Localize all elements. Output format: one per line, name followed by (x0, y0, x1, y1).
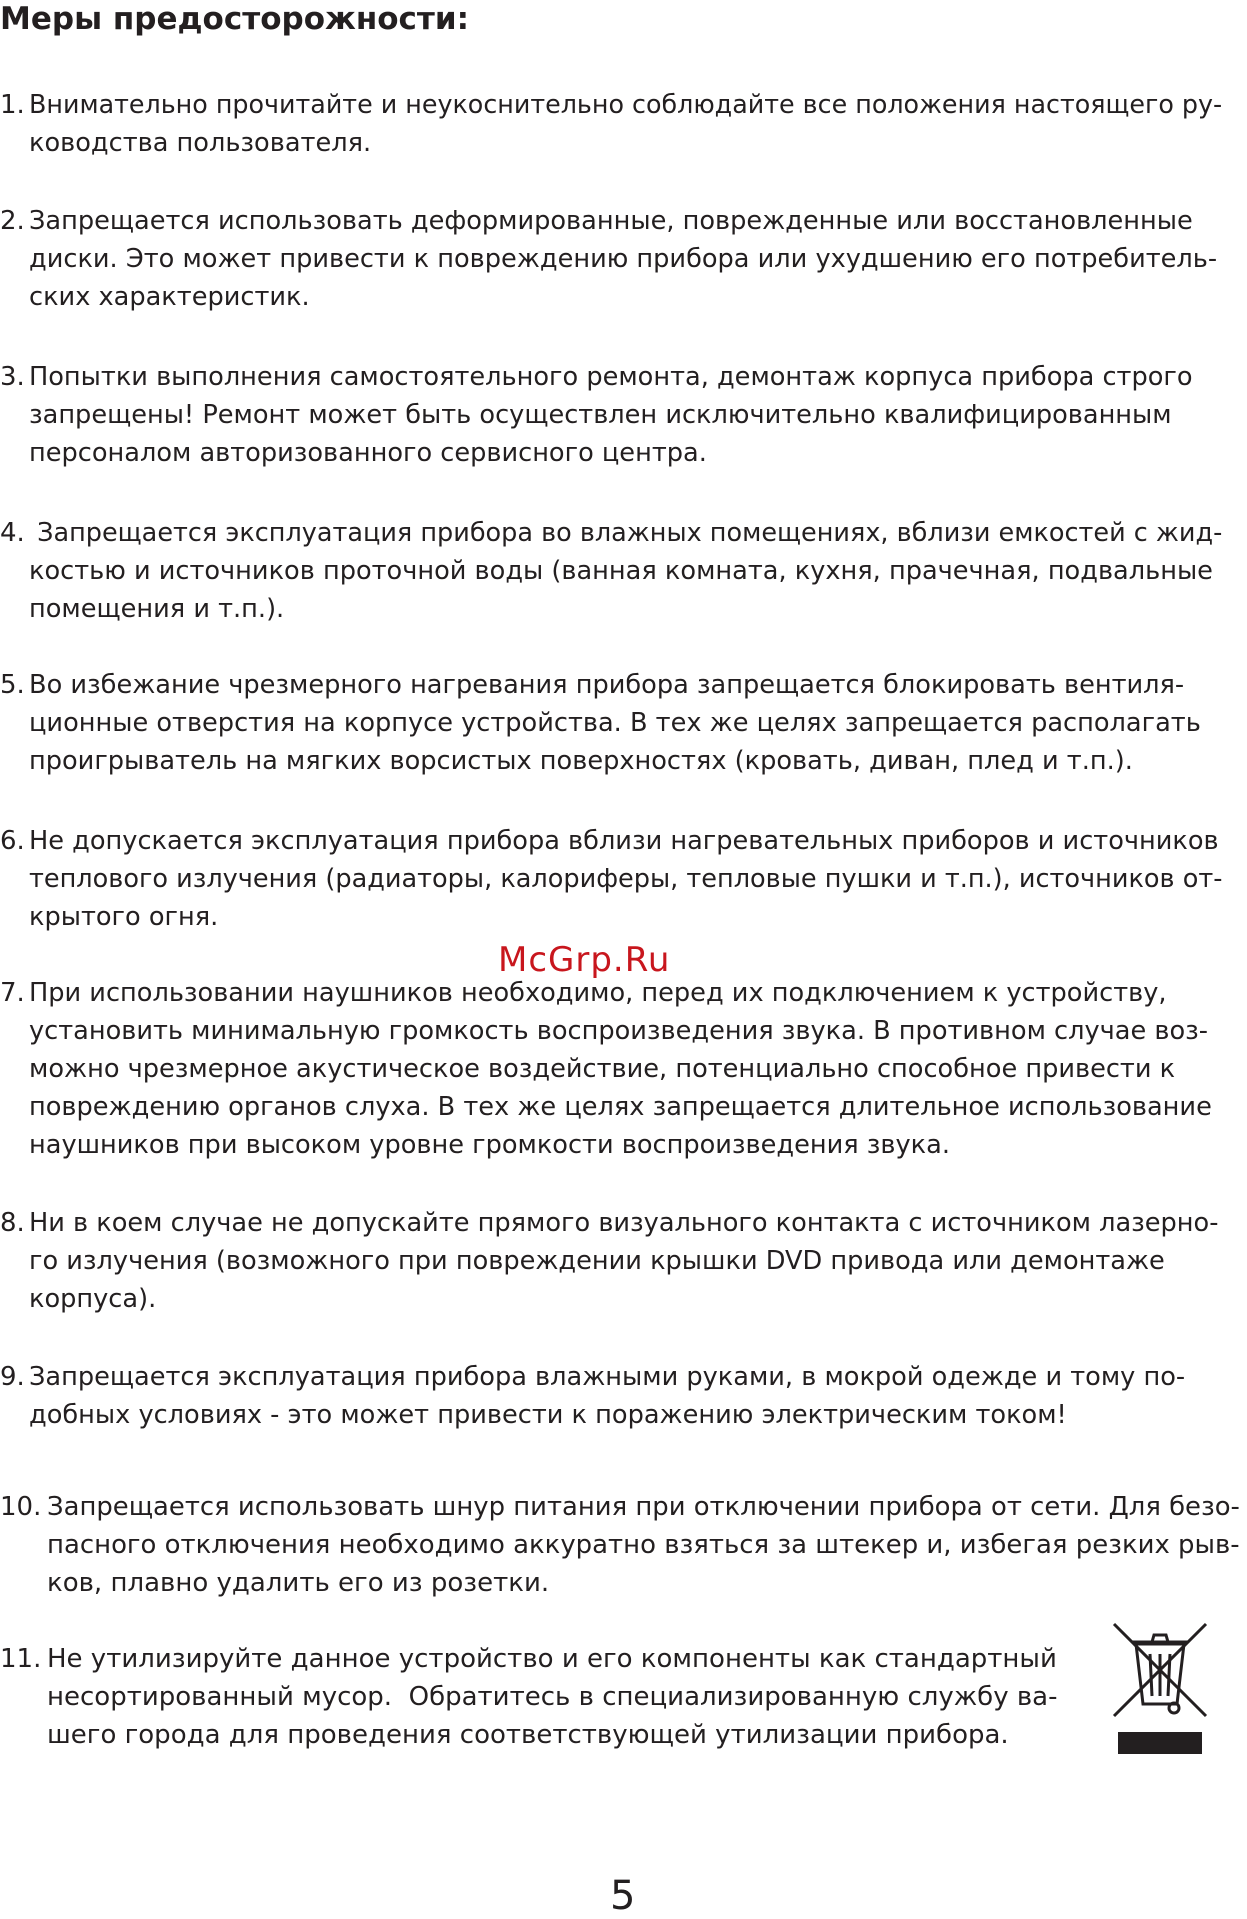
list-item-number: 8. (0, 1208, 25, 1238)
list-item-line: несортированный мусор. Обратитесь в специализированную службу ва- (47, 1682, 1058, 1712)
list-item-line: корпуса). (29, 1284, 157, 1314)
list-item-line: наушников при высоком уровне громкости воспроизведения звука. (29, 1130, 950, 1160)
list-item (0, 666, 1240, 780)
list-item-line: Запрещается эксплуатация прибора влажными руками, в мокрой одежде и тому по- (29, 1362, 1186, 1392)
list-item-line: Ни в коем случае не допускайте прямого визуального контакта с источником лазерно- (29, 1208, 1219, 1238)
list-item-line: ционные отверстия на корпусе устройства. В тех же целях запрещается располагать (29, 708, 1201, 738)
list-item-line: персоналом авторизованного сервисного центра. (29, 438, 707, 468)
list-item-number: 7. (0, 978, 25, 1008)
list-item (0, 1358, 1240, 1434)
list-item (0, 202, 1240, 316)
list-item-line: крытого огня. (29, 902, 219, 932)
list-item-line: повреждению органов слуха. В тех же целях запрещается длительное использование (29, 1092, 1212, 1122)
watermark-text: McGrp.Ru (498, 940, 671, 980)
list-item-line: запрещены! Ремонт может быть осуществлен исключительно квалифицированным (29, 400, 1172, 430)
list-item-number: 6. (0, 826, 25, 856)
list-item-line: диски. Это может привести к повреждению прибора или ухудшению его потребитель- (29, 244, 1218, 274)
list-item-line: Во избежание чрезмерного нагревания прибора запрещается блокировать вентиля- (29, 670, 1185, 700)
list-item-number: 10. (0, 1492, 42, 1522)
list-item-number: 1. (0, 90, 25, 120)
page-number: 5 (610, 1873, 636, 1919)
list-item-line: го излучения (возможного при повреждении крышки DVD привода или демонтаже (29, 1246, 1165, 1276)
list-item-line: Не утилизируйте данное устройство и его компоненты как стандартный (47, 1644, 1057, 1674)
list-item-line: Запрещается использовать шнур питания при отключении прибора от сети. Для безо- (47, 1492, 1240, 1522)
list-item (0, 1204, 1240, 1318)
list-item-line: можно чрезмерное акустическое воздействие, потенциально способное привести к (29, 1054, 1176, 1084)
list-item-line: При использовании наушников необходимо, перед их подключением к устройству, (29, 978, 1167, 1008)
list-item-line: ских характеристик. (29, 282, 310, 312)
list-item-line: проигрыватель на мягких ворсистых поверхностях (кровать, диван, плед и т.п.). (29, 746, 1133, 776)
list-item (0, 514, 1240, 628)
list-item-line: Попытки выполнения самостоятельного ремонта, демонтаж корпуса прибора строго (29, 362, 1193, 392)
list-item-number: 11. (0, 1644, 42, 1674)
list-item (0, 86, 1240, 162)
list-item (0, 1640, 1060, 1754)
list-item-number: 2. (0, 206, 25, 236)
list-item (0, 822, 1240, 936)
list-item-line: Запрещается эксплуатация прибора во влажных помещениях, вблизи емкостей с жид- (29, 518, 1223, 548)
list-item-number: 9. (0, 1362, 25, 1392)
list-item-line: ководства пользователя. (29, 128, 372, 158)
list-item (0, 974, 1240, 1164)
list-item-line: теплового излучения (радиаторы, калориферы, тепловые пушки и т.п.), источников от- (29, 864, 1223, 894)
list-item-number: 3. (0, 362, 25, 392)
list-item-line: помещения и т.п.). (29, 594, 285, 624)
list-item-line: добных условиях - это может привести к поражению электрическим током! (29, 1400, 1067, 1430)
list-item-line: Запрещается использовать деформированные, поврежденные или восстановленные (29, 206, 1193, 236)
list-item-line: Не допускается эксплуатация прибора вблизи нагревательных приборов и источников (29, 826, 1219, 856)
list-item-line: пасного отключения необходимо аккуратно взяться за штекер и, избегая резких рыв- (47, 1530, 1240, 1560)
list-item-line: установить минимальную громкость воспроизведения звука. В противном случае воз- (29, 1016, 1209, 1046)
list-item-number: 4. (0, 518, 25, 548)
list-item (0, 1488, 1240, 1602)
list-item-line: ков, плавно удалить его из розетки. (47, 1568, 550, 1598)
list-item-line: костью и источников проточной воды (ванная комната, кухня, прачечная, подвальные (29, 556, 1213, 586)
list-item-number: 5. (0, 670, 25, 700)
crossed-out-wheelie-bin-icon (1110, 1620, 1210, 1755)
page-heading: Меры предосторожности: (0, 1, 470, 37)
list-item (0, 358, 1240, 472)
list-item-line: шего города для проведения соответствующей утилизации прибора. (47, 1720, 1009, 1750)
list-item-line: Внимательно прочитайте и неукоснительно соблюдайте все положения настоящего ру- (29, 90, 1223, 120)
